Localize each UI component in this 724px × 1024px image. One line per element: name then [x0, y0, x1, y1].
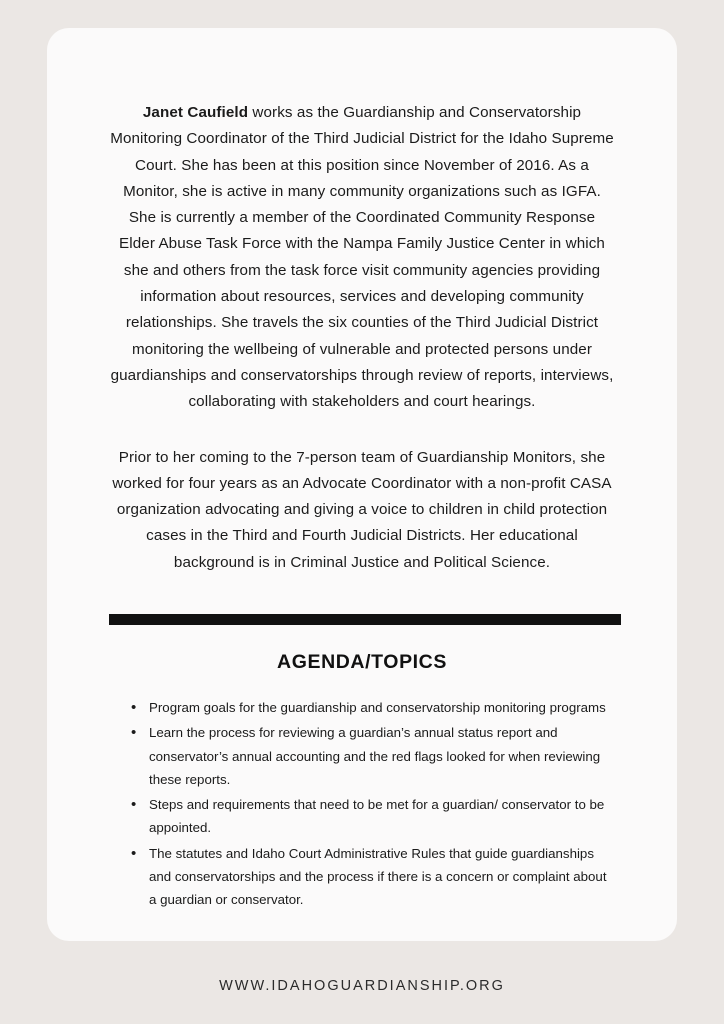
section-divider [109, 614, 621, 625]
bio-paragraph-2: Prior to her coming to the 7-person team of Guardianship Monitors, she worked for four years as an Advocate Coordinator with a non-profit CASA organization advocating and giving a voice to children in child protection cases in the Third and Fourth Judicial Districts. Her educational background is in Criminal Justice and Political Science. [112, 448, 612, 571]
agenda-topics-list [109, 696, 615, 911]
bio-paragraph-1-text: works as the Guardianship and Conservatorship Monitoring Coordinator of the Third Judicial District for the Idaho Supreme Court. She has been at this position since November of 2016. As a Monitor, she is active in many community organizations such as IGFA. She is currently a member of the Coordinated Community Response Elder Abuse Task Force with the Nampa Family Justice Center in which she and others from the task force visit community agencies providing information about resources, services and developing community relationships. She travels the six counties of the Third Judicial District monitoring the wellbeing of vulnerable and protected persons under guardianships and conservatorships through review of reports, interviews, collaborating with stakeholders and court hearings. [110, 104, 614, 411]
person-name: Janet Caufield [142, 104, 249, 121]
agenda-heading: AGENDA/TOPICS [277, 651, 447, 674]
bio-paragraph-1 [109, 100, 615, 416]
footer-url: WWW.IDAHOGUARDIANSHIP.ORG [219, 978, 505, 994]
list-item: • Learn the process for reviewing a guardian’s annual status report and conservator’s annual accounting and the red flags looked for when reviewing these reports. [131, 721, 615, 791]
content-card [47, 28, 677, 941]
list-item: • Program goals for the guardianship and conservatorship monitoring programs [131, 696, 615, 719]
list-item: • Steps and requirements that need to be met for a guardian/ conservator to be appointed. [131, 793, 615, 840]
card-inner [47, 28, 677, 911]
list-item: • The statutes and Idaho Court Administrative Rules that guide guardianships and conservatorships and the process if there is a concern or complaint about a guardian or conservator. [131, 842, 615, 912]
